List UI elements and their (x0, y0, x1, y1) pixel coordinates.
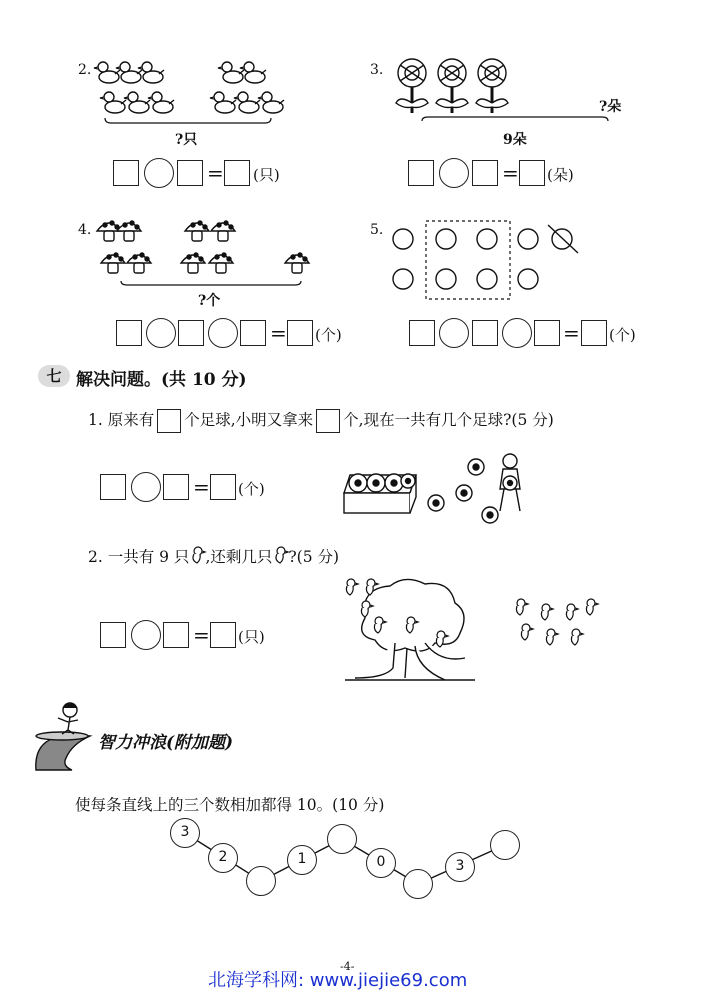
problem-2-label: ?只 (175, 132, 198, 148)
problem-4-label: ?个 (198, 293, 221, 309)
unit-label: (朵) (547, 166, 574, 184)
bonus-title: 智力冲浪(附加题) (98, 733, 234, 753)
unit-label: (只) (238, 628, 265, 646)
question-2-mid: ,还剩几只 (205, 548, 273, 566)
chain-circle-8[interactable]: 3 (445, 852, 475, 882)
equals-sign: = (193, 475, 210, 499)
equals-sign: = (270, 321, 287, 345)
section-title: 解决问题。(共 10 分) (76, 370, 247, 390)
equals-sign: = (563, 321, 580, 345)
section-badge: 七 (38, 365, 70, 387)
problem-2-number: 2. (78, 62, 92, 78)
problem-3-top-label: ?朵 (599, 99, 622, 115)
footer-site: 北海学科网: www.jiejie69.com (208, 970, 468, 991)
chain-circle-3[interactable] (246, 866, 276, 896)
equals-sign: = (207, 161, 224, 185)
chain-circle-6[interactable]: 0 (366, 848, 396, 878)
question-2-suffix: ?(5 分) (288, 548, 340, 566)
equals-sign: = (502, 161, 519, 185)
bonus-instruction: 使每条直线上的三个数相加都得 10。(10 分) (75, 796, 385, 814)
problem-4-number: 4. (78, 222, 92, 238)
question-1-mid: 个足球,小明又拿来 (184, 411, 314, 429)
page-number: -4- (340, 960, 355, 973)
chain-circle-7[interactable] (403, 869, 433, 899)
chain-circle-5[interactable] (327, 824, 357, 854)
problem-3-number: 3. (370, 62, 384, 78)
question-1-suffix: 个,现在一共有几个足球?(5 分) (343, 411, 554, 429)
chain-circle-9[interactable] (490, 830, 520, 860)
question-2-prefix: 2. 一共有 9 只 (88, 548, 190, 566)
chain-circle-2[interactable]: 2 (208, 843, 238, 873)
chain-circle-4[interactable]: 1 (287, 845, 317, 875)
unit-label: (个) (315, 326, 342, 344)
chain-circle-1[interactable]: 3 (170, 818, 200, 848)
question-1-prefix: 1. 原来有 (88, 411, 155, 429)
unit-label: (个) (609, 326, 636, 344)
unit-label: (只) (253, 166, 280, 184)
problem-3-bottom-label: 9朵 (503, 132, 527, 148)
equals-sign: = (193, 623, 210, 647)
problem-5-number: 5. (370, 222, 384, 238)
unit-label: (个) (238, 480, 265, 498)
